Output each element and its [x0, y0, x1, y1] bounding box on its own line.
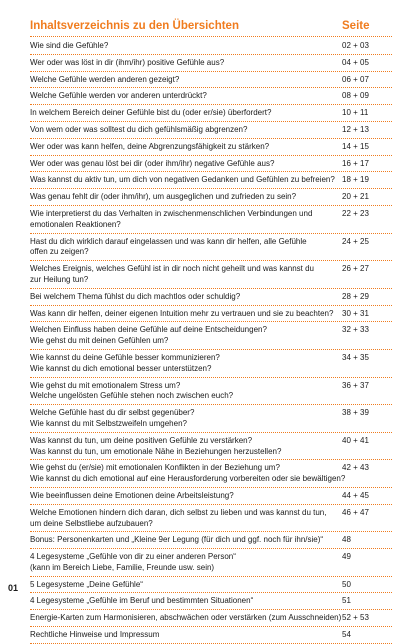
toc-entry-text: [30, 142, 335, 153]
toc-entry-text: [30, 108, 335, 119]
toc-entry-line: Welches Ereignis, welches Gefühl ist in dir noch nicht geheilt und was kannst du: [30, 264, 315, 274]
toc-entry-text: [30, 264, 335, 286]
toc-entry-pages: 26 + 27: [342, 264, 369, 274]
toc-entry-text: [30, 463, 346, 485]
toc-entry[interactable]: [30, 532, 392, 549]
toc-entry-text: [30, 292, 335, 303]
toc-entry[interactable]: [30, 139, 392, 156]
toc-entry[interactable]: [30, 172, 392, 189]
toc-entry-line: Von wem oder was solltest du dich gefühlsmäßig abgrenzen?: [30, 124, 248, 134]
toc-entry-text: [30, 159, 335, 170]
toc-entry-text: [30, 630, 335, 641]
toc-entry-line: 5 Legesysteme „Deine Gefühle“: [30, 579, 143, 589]
toc-entry-pages: 51: [342, 596, 351, 606]
toc-entry-line: Wie kannst du deine Gefühle besser kommunizieren?: [30, 352, 220, 362]
toc-entry-text: [30, 41, 335, 52]
toc-entry[interactable]: [30, 405, 392, 433]
toc-entry-line: (kann im Bereich Liebe, Familie, Freunde usw. sein): [30, 562, 215, 572]
toc-entry-text: [30, 325, 335, 347]
toc-entry-pages: 42 + 43: [342, 463, 369, 473]
toc-entry[interactable]: [30, 460, 392, 488]
toc-entry[interactable]: [30, 322, 392, 350]
toc-entry-line: Welche Gefühle werden anderen gezeigt?: [30, 74, 180, 84]
toc-entry-line: 4 Legesysteme „Gefühle von dir zu einer anderen Person“: [30, 552, 236, 562]
toc-entry-line: Welche Emotionen hindern dich daran, dich selbst zu lieben und was kannst du tun,: [30, 507, 327, 517]
toc-entry-line: Welchen Einfluss haben deine Gefühle auf deine Entscheidungen?: [30, 325, 267, 335]
toc-entry-text: [30, 237, 335, 259]
toc-entry-pages: 49: [342, 552, 351, 562]
toc-entry-line: Wie kannst du dich emotional auf eine Herausforderung vorbereiten oder sie bewältigen?: [30, 474, 346, 484]
toc-entry-pages: 16 + 17: [342, 158, 369, 168]
toc-entry-pages: 24 + 25: [342, 236, 369, 246]
toc-entry-line: Welche ungelösten Gefühle stehen noch zwischen euch?: [30, 391, 234, 401]
toc-entry-line: Wie gehst du mit deinen Gefühlen um?: [30, 336, 169, 346]
toc-entry-pages: 04 + 05: [342, 57, 369, 67]
toc-entry[interactable]: [30, 189, 392, 206]
toc-entry[interactable]: [30, 549, 392, 577]
toc-entry-text: [30, 309, 335, 320]
toc-entry[interactable]: [30, 206, 392, 234]
toc-page: [30, 14, 392, 644]
toc-entry-pages: 18 + 19: [342, 175, 369, 185]
toc-entry-pages: 28 + 29: [342, 291, 369, 301]
toc-entry-line: Hast du dich wirklich darauf eingelassen und was kann dir helfen, alle Gefühle: [30, 236, 307, 246]
toc-entry[interactable]: [30, 433, 392, 461]
toc-entry-line: Wie gehst du mit emotionalem Stress um?: [30, 380, 181, 390]
toc-entry[interactable]: [30, 122, 392, 139]
toc-entry-text: [30, 175, 335, 186]
toc-entry[interactable]: [30, 577, 392, 594]
toc-entry-text: [30, 613, 342, 624]
toc-title: Inhaltsverzeichnis zu den Übersichten: [30, 20, 239, 32]
toc-entry-text: [30, 535, 335, 546]
toc-entry-pages: 50: [342, 579, 351, 589]
toc-entry-line: um deine Selbstliebe aufzubauen?: [30, 518, 153, 528]
toc-entry-line: Wer oder was genau löst bei dir (oder ihm/ihr) negative Gefühle aus?: [30, 158, 275, 168]
toc-entry-pages: 08 + 09: [342, 91, 369, 101]
toc-entry-pages: 54: [342, 630, 351, 640]
toc-entry-pages: 44 + 45: [342, 490, 369, 500]
toc-entry[interactable]: [30, 593, 392, 610]
toc-entry-pages: 30 + 31: [342, 308, 369, 318]
toc-entry[interactable]: [30, 105, 392, 122]
toc-entry-text: [30, 381, 335, 403]
toc-entry-text: [30, 436, 335, 458]
toc-entry-line: offen zu zeigen?: [30, 247, 89, 257]
toc-entry-pages: 12 + 13: [342, 124, 369, 134]
toc-entry-text: [30, 353, 335, 375]
toc-entry[interactable]: [30, 306, 392, 323]
toc-entry[interactable]: [30, 488, 392, 505]
toc-entry-pages: 46 + 47: [342, 507, 369, 517]
toc-entry-line: Energie-Karten zum Harmonisieren, abschwächen oder verstärken (zum Ausschneiden): [30, 613, 342, 623]
toc-entry-pages: 40 + 41: [342, 435, 369, 445]
page-column-heading: Seite: [342, 20, 370, 32]
toc-entry-line: zur Heilung tun?: [30, 274, 89, 284]
toc-entry-pages: 32 + 33: [342, 325, 369, 335]
toc-entry-line: Wer oder was löst in dir (ihm/ihr) positive Gefühle aus?: [30, 57, 225, 67]
toc-entry-text: [30, 491, 335, 502]
toc-entry-pages: 48: [342, 535, 351, 545]
toc-entry[interactable]: [30, 72, 392, 89]
toc-entry-line: In welchem Bereich deiner Gefühle bist du (oder er/sie) überfordert?: [30, 108, 272, 118]
toc-entry-text: [30, 91, 335, 102]
toc-entry[interactable]: [30, 350, 392, 378]
toc-entry-line: Welche Gefühle werden vor anderen unterdrückt?: [30, 91, 207, 101]
toc-entry[interactable]: [30, 627, 392, 644]
toc-entry-line: Wie beeinflussen deine Emotionen deine Arbeitsleistung?: [30, 490, 234, 500]
toc-entry-pages: 10 + 11: [342, 108, 369, 118]
toc-entry-line: Was kannst du tun, um emotionale Nähe in Beziehungen herzustellen?: [30, 446, 282, 456]
toc-entry-line: Wie kannst du mit Selbstzweifeln umgehen?: [30, 418, 187, 428]
toc-entry-text: [30, 596, 335, 607]
toc-entry-text: [30, 552, 335, 574]
toc-entry-text: [30, 192, 335, 203]
toc-entry[interactable]: [30, 55, 392, 72]
toc-entry-line: emotionalen Reaktionen?: [30, 219, 121, 229]
toc-entry-line: Bei welchem Thema fühlst du dich machtlos oder schuldig?: [30, 291, 241, 301]
toc-entry-pages: 52 + 53: [342, 613, 369, 623]
toc-entry[interactable]: [30, 505, 392, 533]
toc-entry-line: Was kannst du tun, um deine positiven Gefühle zu verstärken?: [30, 435, 253, 445]
toc-entry[interactable]: [30, 610, 392, 627]
toc-entry-line: Wie sind die Gefühle?: [30, 41, 109, 50]
toc-header: [30, 14, 392, 37]
toc-entry-pages: 14 + 15: [342, 141, 369, 151]
toc-entry-line: Rechtliche Hinweise und Impressum: [30, 630, 160, 640]
toc-entry-text: [30, 209, 335, 231]
toc-entry-text: [30, 75, 335, 86]
toc-entry-text: [30, 58, 335, 69]
toc-entry[interactable]: [30, 378, 392, 406]
toc-entry-pages: 34 + 35: [342, 352, 369, 362]
toc-entry-line: 4 Legesysteme „Gefühle im Beruf und bestimmten Situationen“: [30, 596, 254, 606]
toc-entry[interactable]: [30, 289, 392, 306]
toc-entry-text: [30, 580, 335, 591]
toc-entry[interactable]: [30, 156, 392, 173]
toc-entry[interactable]: [30, 261, 392, 289]
toc-entry-line: Wie gehst du (er/sie) mit emotionalen Konflikten in der Beziehung um?: [30, 463, 280, 473]
toc-entry[interactable]: [30, 38, 392, 55]
toc-entry[interactable]: [30, 234, 392, 262]
toc-entry-text: [30, 508, 335, 530]
toc-entry-pages: 06 + 07: [342, 74, 369, 84]
toc-entry-pages: 36 + 37: [342, 380, 369, 390]
toc-entry-pages: 02 + 03: [342, 41, 369, 50]
toc-entry-line: Was kann dir helfen, deiner eigenen Intuition mehr zu vertrauen und sie zu beachten?: [30, 308, 334, 318]
toc-entry-text: [30, 125, 335, 136]
toc-entry-line: Wie kannst du dich emotional besser unterstützen?: [30, 363, 212, 373]
page-number: 01: [8, 583, 19, 593]
toc-entry-pages: 38 + 39: [342, 408, 369, 418]
toc-entry-line: Was kannst du aktiv tun, um dich von negativen Gedanken und Gefühlen zu befreien?: [30, 175, 335, 185]
toc-entry-line: Was genau fehlt dir (oder ihm/ihr), um ausgeglichen und zufrieden zu sein?: [30, 192, 297, 202]
toc-entry-pages: 22 + 23: [342, 208, 369, 218]
toc-entry-line: Bonus: Personenkarten und „Kleine 9er Legung (für dich und ggf. noch für ihn/sie)“: [30, 535, 324, 545]
toc-entry-line: Wer oder was kann helfen, deine Abgrenzungsfähigkeit zu stärken?: [30, 141, 270, 151]
toc-entry-pages: 20 + 21: [342, 192, 369, 202]
toc-entry[interactable]: [30, 88, 392, 105]
toc-entries: [30, 38, 392, 644]
toc-entry-line: Wie interpretierst du das Verhalten in zwischenmenschlichen Verbindungen und: [30, 208, 313, 218]
toc-entry-line: Welche Gefühle hast du dir selbst gegenüber?: [30, 408, 195, 418]
toc-entry-text: [30, 408, 335, 430]
